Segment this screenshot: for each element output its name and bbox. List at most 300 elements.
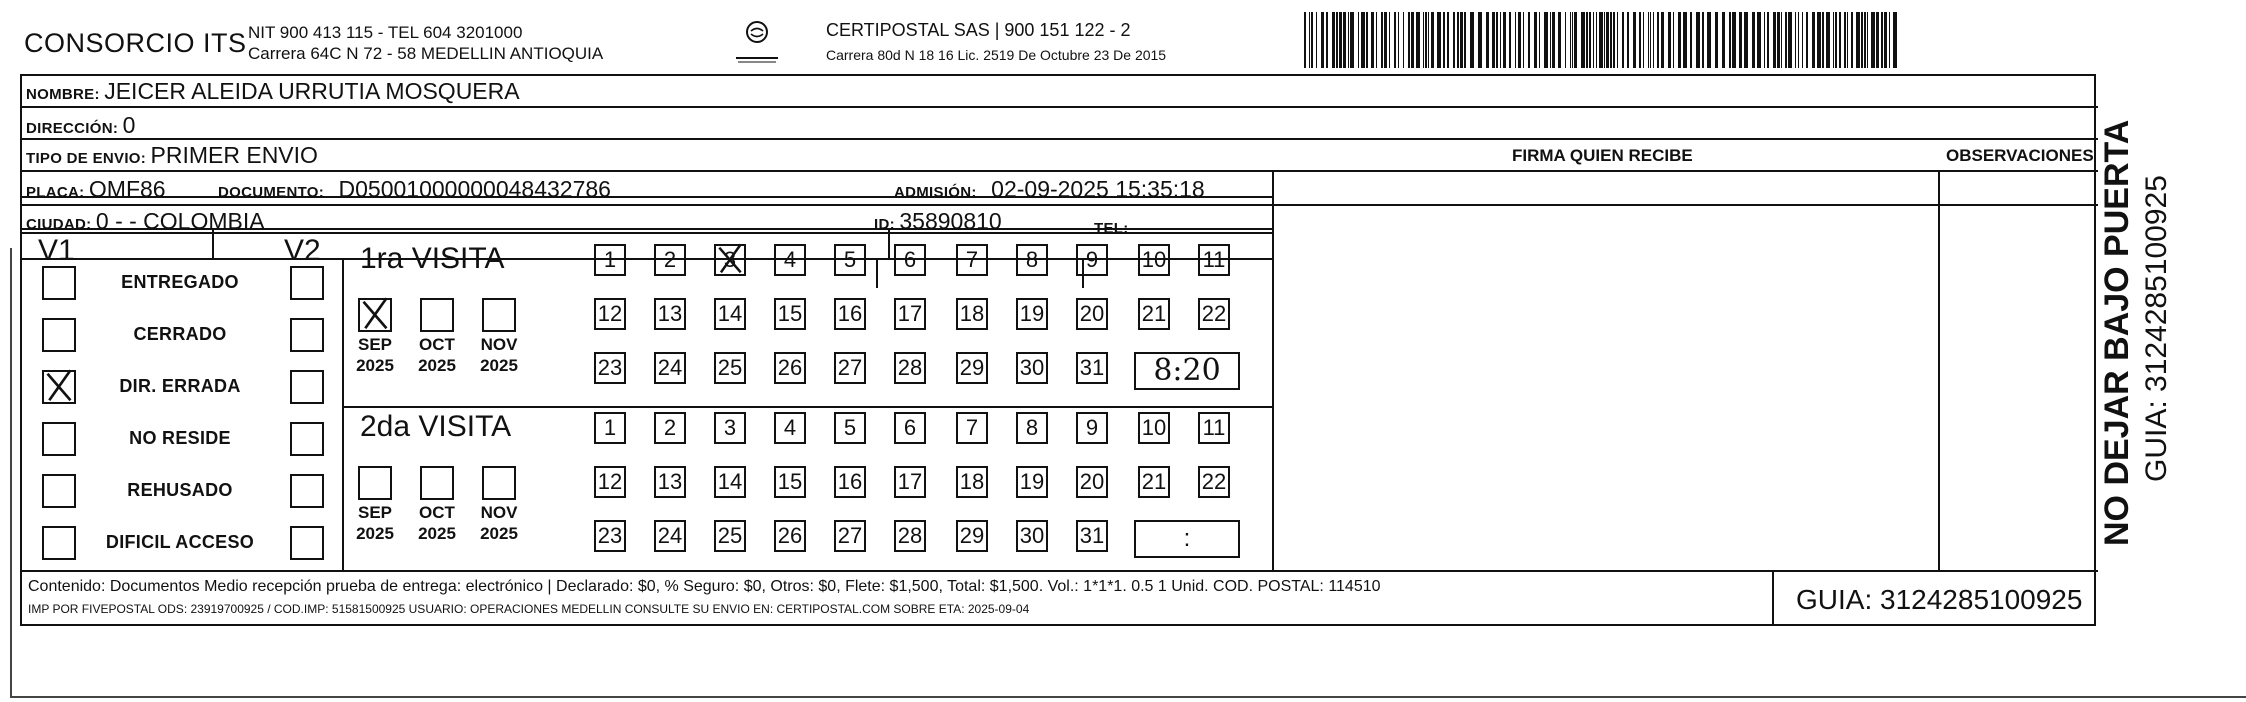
barcode-bar <box>1574 12 1577 68</box>
barcode-bar <box>1833 12 1834 68</box>
barcode-bar <box>1599 12 1603 68</box>
barcode-bar <box>1309 12 1310 68</box>
day-box[interactable] <box>714 244 746 276</box>
day-number: 9 <box>1085 247 1099 272</box>
barcode-bar <box>1613 12 1615 68</box>
day-number: 19 <box>1019 469 1045 494</box>
day-box[interactable] <box>956 244 988 276</box>
day-number: 17 <box>897 469 923 494</box>
day-box[interactable] <box>956 412 988 444</box>
placa-label: PLACA: <box>26 184 85 201</box>
day-box[interactable] <box>834 298 866 330</box>
day-number: 10 <box>1141 247 1167 272</box>
barcode-bar <box>1856 12 1860 68</box>
day-box[interactable] <box>1076 352 1108 384</box>
day-box[interactable] <box>1138 412 1170 444</box>
day-box[interactable] <box>894 520 926 552</box>
barcode-bar <box>1586 12 1588 68</box>
id-label: ID: <box>874 216 895 233</box>
month-year: 2025 <box>356 356 394 375</box>
day-box[interactable] <box>1198 298 1230 330</box>
barcode-bar <box>1371 12 1374 68</box>
barcode-bar <box>1884 12 1887 68</box>
day-box[interactable] <box>774 244 806 276</box>
day-number: 25 <box>717 523 743 548</box>
day-box[interactable] <box>1138 244 1170 276</box>
barcode-bar <box>1722 12 1725 68</box>
barcode-bar <box>1523 12 1524 68</box>
barcode-bar <box>1678 12 1681 68</box>
day-number: 27 <box>837 523 863 548</box>
day-number: 5 <box>843 415 857 440</box>
month-label <box>412 502 462 544</box>
barcode-bar <box>1861 12 1863 68</box>
barcode-bar <box>1893 12 1897 68</box>
v2-checkbox[interactable] <box>290 422 324 456</box>
day-box[interactable] <box>654 520 686 552</box>
month-checkbox[interactable] <box>358 466 392 500</box>
day-box[interactable] <box>774 520 806 552</box>
day-number: 18 <box>959 301 985 326</box>
month-year: 2025 <box>480 356 518 375</box>
day-box[interactable] <box>654 412 686 444</box>
barcode-bar <box>1781 12 1782 68</box>
barcode-bar <box>1361 12 1365 68</box>
day-box[interactable] <box>654 244 686 276</box>
ciudad-value: 0 - - COLOMBIA <box>95 208 265 234</box>
month-year: 2025 <box>356 524 394 543</box>
barcode-bar <box>1889 12 1890 68</box>
time-box[interactable]: : <box>1134 520 1240 558</box>
barcode-bar <box>1653 12 1654 68</box>
barcode-bar <box>1425 12 1427 68</box>
barcode-bar <box>1384 12 1387 68</box>
month-label <box>350 334 400 376</box>
barcode-bar <box>1447 12 1449 68</box>
firma-header: FIRMA QUIEN RECIBE <box>1512 146 1693 165</box>
month-label <box>474 334 524 376</box>
barcode-bar <box>1639 12 1641 68</box>
recipient-name: JEICER ALEIDA URRUTIA MOSQUERA <box>104 78 520 104</box>
barcode-bar <box>1550 12 1551 68</box>
barcode-bar <box>1788 12 1792 68</box>
barcode-bar <box>1534 12 1537 68</box>
side-warning: NO DEJAR BAJO PUERTA <box>2098 119 2136 546</box>
day-box[interactable] <box>1198 412 1230 444</box>
day-box[interactable] <box>714 352 746 384</box>
checkmark-icon <box>360 300 390 330</box>
day-number: 27 <box>837 355 863 380</box>
barcode-bar <box>1757 12 1761 68</box>
day-box[interactable] <box>1076 520 1108 552</box>
day-box[interactable] <box>594 298 626 330</box>
v1-checkbox[interactable] <box>42 266 76 300</box>
day-box[interactable] <box>1076 244 1108 276</box>
day-box[interactable] <box>594 466 626 498</box>
barcode-bar <box>1802 12 1803 68</box>
status-label: CERRADO <box>133 324 227 344</box>
company-nit: NIT 900 413 115 - TEL 604 3201000 <box>248 23 523 42</box>
barcode-bar <box>1867 12 1868 68</box>
barcode-bar <box>1633 12 1636 68</box>
barcode-bar <box>1443 12 1445 68</box>
day-box[interactable] <box>834 520 866 552</box>
barcode-bar <box>1558 12 1561 68</box>
barcode <box>1304 12 1900 68</box>
day-number: 13 <box>657 301 683 326</box>
barcode-bar <box>1702 12 1704 68</box>
barcode-bar <box>1376 12 1377 68</box>
status-label: DIR. ERRADA <box>119 376 241 396</box>
checkmark-icon <box>716 246 744 274</box>
day-number: 28 <box>897 523 923 548</box>
barcode-bar <box>1696 12 1700 68</box>
barcode-bar <box>1847 12 1848 68</box>
barcode-bar <box>1339 12 1342 68</box>
day-box[interactable] <box>1016 244 1048 276</box>
day-box[interactable] <box>1076 298 1108 330</box>
month-name: OCT <box>419 335 455 354</box>
barcode-bar <box>1539 12 1540 68</box>
barcode-bar <box>1311 12 1313 68</box>
barcode-bar <box>1416 12 1420 68</box>
day-box[interactable] <box>1076 466 1108 498</box>
certipostal-logo <box>730 18 784 66</box>
barcode-bar <box>1503 12 1506 68</box>
day-number: 1 <box>603 415 617 440</box>
v1-checkbox[interactable] <box>42 474 76 508</box>
day-number: 22 <box>1201 469 1227 494</box>
barcode-bar <box>1453 12 1455 68</box>
month-checkbox[interactable] <box>482 466 516 500</box>
month-label <box>412 334 462 376</box>
day-number: 3 <box>723 415 737 440</box>
barcode-bar <box>1358 12 1359 68</box>
imp-text: IMP POR FIVEPOSTAL ODS: 23919700925 / COD.IMP: 51581500925 USUARIO: OPERACIONES MEDELLIN CONSULTE SU ENVIO EN: CERTIPOSTAL.COM SOBRE ETA: 2025-09-04 <box>28 602 1030 616</box>
day-number: 29 <box>959 523 985 548</box>
day-number: 26 <box>777 355 803 380</box>
day-number: 31 <box>1079 523 1105 548</box>
day-number: 16 <box>837 469 863 494</box>
day-box[interactable] <box>1016 466 1048 498</box>
month-name: OCT <box>419 503 455 522</box>
day-number: 16 <box>837 301 863 326</box>
day-box[interactable] <box>654 298 686 330</box>
tipo-envio-value: PRIMER ENVIO <box>150 142 318 168</box>
day-box[interactable] <box>834 412 866 444</box>
v2-checkbox[interactable] <box>290 474 324 508</box>
barcode-bar <box>1496 12 1498 68</box>
day-number: 24 <box>657 523 683 548</box>
day-number: 30 <box>1019 523 1045 548</box>
v1-checkbox[interactable] <box>42 370 76 404</box>
day-box[interactable] <box>1076 412 1108 444</box>
barcode-bar <box>1806 12 1808 68</box>
direccion-label: DIRECCIÓN: <box>26 120 119 137</box>
day-box[interactable] <box>894 466 926 498</box>
day-number: 4 <box>783 415 797 440</box>
barcode-bar <box>1826 12 1830 68</box>
company-address: Carrera 64C N 72 - 58 MEDELLIN ANTIOQUIA <box>248 44 604 63</box>
day-number: 6 <box>903 415 917 440</box>
v1-checkbox[interactable] <box>42 422 76 456</box>
barcode-bar <box>1643 12 1644 68</box>
barcode-bar <box>1622 12 1624 68</box>
barcode-bar <box>1470 12 1474 68</box>
day-box[interactable] <box>956 520 988 552</box>
barcode-bar <box>1604 12 1605 68</box>
day-box[interactable] <box>834 466 866 498</box>
day-number: 14 <box>717 469 743 494</box>
day-box[interactable] <box>956 466 988 498</box>
side-guia: GUIA: 3124285100925 <box>2140 175 2173 482</box>
barcode-bar <box>1744 12 1748 68</box>
documento-value: D05001000000048432786 <box>338 176 611 202</box>
day-box[interactable] <box>894 412 926 444</box>
month-year: 2025 <box>418 356 456 375</box>
day-number: 7 <box>965 415 979 440</box>
day-number: 24 <box>657 355 683 380</box>
barcode-bar <box>1411 12 1414 68</box>
v2-checkbox[interactable] <box>290 370 324 404</box>
barcode-bar <box>1394 12 1396 68</box>
day-number: 17 <box>897 301 923 326</box>
day-number: 28 <box>897 355 923 380</box>
month-label <box>350 502 400 544</box>
v2-checkbox[interactable] <box>290 526 324 560</box>
barcode-bar <box>1593 12 1594 68</box>
month-name: NOV <box>480 503 518 522</box>
v1-checkbox[interactable] <box>42 318 76 352</box>
day-box[interactable] <box>1016 298 1048 330</box>
day-number: 13 <box>657 469 683 494</box>
barcode-bar <box>1617 12 1618 68</box>
first-visit-title: 1ra VISITA <box>360 242 505 275</box>
barcode-bar <box>1785 12 1787 68</box>
day-number: 10 <box>1141 415 1167 440</box>
day-number: 15 <box>777 301 803 326</box>
barcode-bar <box>1773 12 1776 68</box>
day-number: 25 <box>717 355 743 380</box>
v2-checkbox[interactable] <box>290 266 324 300</box>
day-number: 14 <box>717 301 743 326</box>
month-name: SEP <box>357 335 393 354</box>
barcode-bar <box>1839 12 1841 68</box>
footer-guia: GUIA: 3124285100925 <box>1796 584 2083 615</box>
admision-value: 02-09-2025 15:35:18 <box>991 176 1205 202</box>
status-label: REHUSADO <box>127 480 233 500</box>
barcode-bar <box>1661 12 1664 68</box>
barcode-bar <box>1408 12 1410 68</box>
day-box[interactable] <box>774 298 806 330</box>
barcode-bar <box>1460 12 1463 68</box>
day-box[interactable] <box>774 412 806 444</box>
day-number: 2 <box>663 415 677 440</box>
day-number: 21 <box>1141 301 1167 326</box>
barcode-bar <box>1596 12 1597 68</box>
day-box[interactable] <box>594 244 626 276</box>
barcode-bar <box>1657 12 1659 68</box>
day-box[interactable] <box>956 352 988 384</box>
month-name: NOV <box>480 335 518 354</box>
day-number: 1 <box>603 247 617 272</box>
courier-info: CERTIPOSTAL SAS | 900 151 122 - 2 <box>826 20 1131 40</box>
cut-line-bottom <box>10 696 2246 698</box>
v1-checkbox[interactable] <box>42 526 76 560</box>
barcode-bar <box>1486 12 1489 68</box>
day-box[interactable] <box>1016 412 1048 444</box>
day-box[interactable] <box>714 298 746 330</box>
day-box[interactable] <box>1138 298 1170 330</box>
day-box[interactable] <box>594 412 626 444</box>
documento-label: DOCUMENTO: <box>218 184 325 201</box>
day-number: 9 <box>1085 415 1099 440</box>
day-box[interactable] <box>894 352 926 384</box>
day-number: 15 <box>777 469 803 494</box>
day-number: 8 <box>1025 247 1039 272</box>
barcode-bar <box>1398 12 1399 68</box>
day-box[interactable] <box>834 244 866 276</box>
day-box[interactable] <box>774 352 806 384</box>
day-number: 11 <box>1202 415 1226 440</box>
barcode-bar <box>1366 12 1368 68</box>
recipient-address: 0 <box>122 112 136 138</box>
barcode-bar <box>1732 12 1736 68</box>
day-number: 7 <box>965 247 979 272</box>
month-checkbox[interactable] <box>420 298 454 332</box>
day-box[interactable] <box>654 466 686 498</box>
barcode-bar <box>1304 12 1306 68</box>
tipo-envio-label: TIPO DE ENVIO: <box>26 150 147 167</box>
barcode-bar <box>1835 12 1837 68</box>
barcode-bar <box>1565 12 1566 68</box>
day-number: 3 <box>723 247 737 272</box>
day-box[interactable] <box>894 298 926 330</box>
day-number: 20 <box>1079 301 1105 326</box>
barcode-bar <box>1812 12 1815 68</box>
admision-label: ADMISIÓN: <box>894 184 977 201</box>
barcode-bar <box>1570 12 1571 68</box>
day-box[interactable] <box>1198 244 1230 276</box>
day-number: 19 <box>1019 301 1045 326</box>
barcode-bar <box>1795 12 1796 68</box>
time-box[interactable]: 8:20 <box>1134 352 1240 390</box>
day-box[interactable] <box>894 244 926 276</box>
day-number: 2 <box>663 247 677 272</box>
month-checkbox[interactable] <box>420 466 454 500</box>
barcode-bar <box>1627 12 1629 68</box>
v1-header: V1 <box>38 234 75 267</box>
day-box[interactable] <box>1198 466 1230 498</box>
barcode-bar <box>1729 12 1731 68</box>
day-box[interactable] <box>594 520 626 552</box>
barcode-bar <box>1457 12 1459 68</box>
company-name: CONSORCIO ITS <box>24 28 247 58</box>
day-box[interactable] <box>834 352 866 384</box>
v2-header: V2 <box>284 234 321 267</box>
day-box[interactable] <box>594 352 626 384</box>
day-number: 11 <box>1202 247 1226 272</box>
day-box[interactable] <box>714 520 746 552</box>
barcode-bar <box>1864 12 1866 68</box>
barcode-bar <box>1572 12 1573 68</box>
barcode-bar <box>1707 12 1711 68</box>
tel-label: TEL: <box>1094 220 1129 237</box>
barcode-bar <box>1515 12 1516 68</box>
guide-form <box>20 74 2096 626</box>
month-year: 2025 <box>418 524 456 543</box>
day-number: 12 <box>597 301 623 326</box>
barcode-bar <box>1464 12 1466 68</box>
v2-checkbox[interactable] <box>290 318 324 352</box>
barcode-bar <box>1350 12 1354 68</box>
day-box[interactable] <box>956 298 988 330</box>
barcode-bar <box>1500 12 1501 68</box>
barcode-bar <box>1752 12 1755 68</box>
day-number: 26 <box>777 523 803 548</box>
day-number: 31 <box>1079 355 1105 380</box>
barcode-bar <box>1316 12 1317 68</box>
barcode-bar <box>1715 12 1718 68</box>
day-number: 8 <box>1025 415 1039 440</box>
month-label <box>474 502 524 544</box>
barcode-bar <box>1581 12 1585 68</box>
day-box[interactable] <box>1016 520 1048 552</box>
cut-line <box>10 248 12 696</box>
barcode-bar <box>1321 12 1324 68</box>
barcode-bar <box>1606 12 1609 68</box>
day-box[interactable] <box>654 352 686 384</box>
barcode-bar <box>1428 12 1429 68</box>
barcode-bar <box>1650 12 1651 68</box>
contenido-text: Contenido: Documentos Medio recepción prueba de entrega: electrónico | Declarado: $0, % Seguro: $0, Otros: $0, Flete: $1,500, Total: $1,500. Vol.: 1*1*1. 0.5 1 Unid. COD. POSTAL: 114510 <box>28 578 1381 595</box>
day-box[interactable] <box>1138 466 1170 498</box>
day-box[interactable] <box>774 466 806 498</box>
barcode-bar <box>1509 12 1511 68</box>
day-number: 23 <box>597 523 623 548</box>
barcode-bar <box>1589 12 1591 68</box>
day-number: 12 <box>597 469 623 494</box>
nombre-label: NOMBRE: <box>26 86 100 103</box>
barcode-bar <box>1798 12 1799 68</box>
month-checkbox[interactable] <box>482 298 516 332</box>
barcode-bar <box>1544 12 1548 68</box>
month-year: 2025 <box>480 524 518 543</box>
day-box[interactable] <box>714 466 746 498</box>
day-number: 23 <box>597 355 623 380</box>
barcode-bar <box>1381 12 1383 68</box>
barcode-bar <box>1326 12 1328 68</box>
barcode-bar <box>1332 12 1335 68</box>
barcode-bar <box>1648 12 1649 68</box>
day-box[interactable] <box>714 412 746 444</box>
barcode-bar <box>1492 12 1495 68</box>
barcode-bar <box>1518 12 1521 68</box>
month-name: SEP <box>357 503 393 522</box>
barcode-bar <box>1389 12 1390 68</box>
barcode-bar <box>1764 12 1765 68</box>
day-number: 21 <box>1141 469 1167 494</box>
day-number: 30 <box>1019 355 1045 380</box>
barcode-bar <box>1528 12 1530 68</box>
barcode-bar <box>1552 12 1555 68</box>
barcode-bar <box>1690 12 1692 68</box>
barcode-bar <box>1871 12 1875 68</box>
barcode-bar <box>1822 12 1824 68</box>
day-number: 5 <box>843 247 857 272</box>
day-box[interactable] <box>1016 352 1048 384</box>
month-checkbox[interactable] <box>358 298 392 332</box>
